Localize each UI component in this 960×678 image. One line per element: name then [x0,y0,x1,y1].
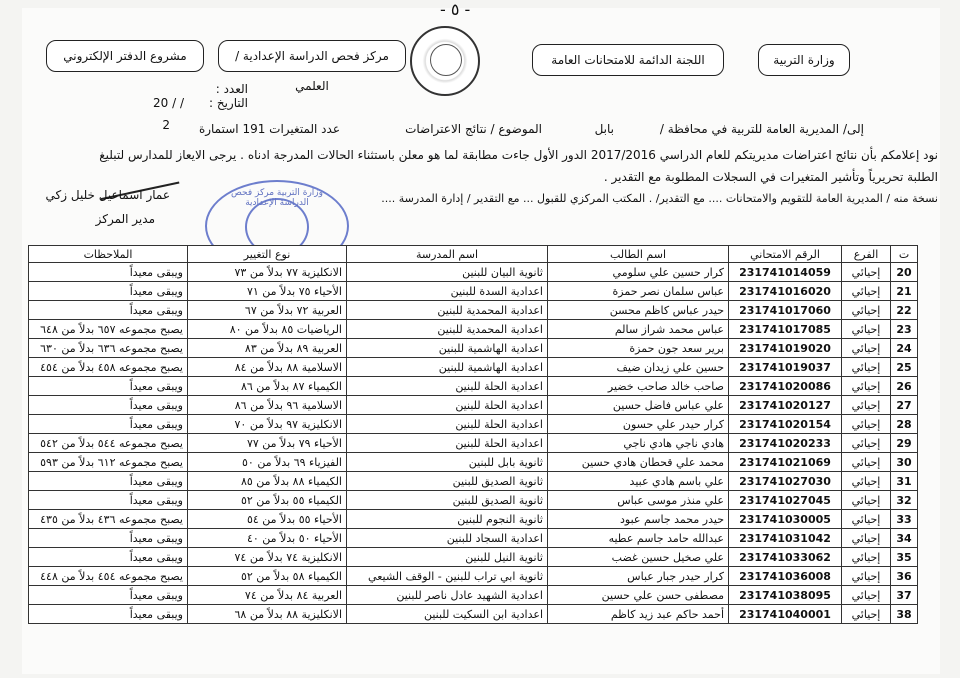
col-seq: ت [891,246,918,263]
col-school-name: اسم المدرسة [347,246,548,263]
cell-exam-number: 231741016020 [729,282,842,301]
cell-exam-number: 231741030005 [729,510,842,529]
table-row [29,415,918,434]
cell-school-name: اعدادية السجاد للبنين [347,529,548,548]
page-number: - ٥ - [440,0,471,19]
table-row [29,605,918,624]
cell-student-name: عباس محمد شراز سالم [548,320,729,339]
cell-notes: يصبح مجموعه ٦١٢ بدلاً من ٥٩٣ [29,453,188,472]
subject: الموضوع / نتائج الاعتراضات [405,122,542,136]
number-label: العدد : [215,82,248,96]
table-row [29,586,918,605]
cell-student-name: علي منذر موسى عباس [548,491,729,510]
cell-student-name: علي عباس فاضل حسين [548,396,729,415]
cell-school-name: ثانوية البيان للبنين [347,263,548,282]
cell-seq: 29 [891,434,918,453]
cell-school-name: اعدادية الهاشمية للبنين [347,339,548,358]
cell-change: الأحياء ٧٥ بدلاً من ٧١ [188,282,347,301]
cell-change: العربية ٨٤ بدلاً من ٧٤ [188,586,347,605]
copy-to-line: نسخة منه / المديرية العامة للتقويم والامتحانات .... مع التقدير/ . المكتب المركزي للقبول ... مع التقدير / إدارة المدرسة .... [381,192,938,205]
cell-change: الرياضيات ٨٥ بدلاً من ٨٠ [188,320,347,339]
cell-notes: يصبح مجموعه ٤٣٦ بدلاً من ٤٣٥ [29,510,188,529]
cell-school-name: ثانوية ابي تراب للبنين - الوقف الشيعي [347,567,548,586]
cell-student-name: كرار حيدر علي حسون [548,415,729,434]
cell-student-name: علي باسم هادي عبيد [548,472,729,491]
cell-school-name: اعدادية الحلة للبنين [347,377,548,396]
cell-notes: ويبقى معيداً [29,282,188,301]
col-notes: الملاحظات [29,246,188,263]
cell-school-name: اعدادية المحمدية للبنين [347,301,548,320]
cell-branch: إحيائي [842,415,891,434]
cell-branch: إحيائي [842,434,891,453]
cell-notes: ويبقى معيداً [29,491,188,510]
cell-branch: إحيائي [842,510,891,529]
addressee: إلى/ المديرية العامة للتربية في محافظة / [659,122,864,136]
table-row [29,320,918,339]
table-row [29,358,918,377]
cell-seq: 34 [891,529,918,548]
cell-student-name: مصطفى حسن علي حسين [548,586,729,605]
cell-exam-number: 231741036008 [729,567,842,586]
letter-body-line1: نود إعلامكم بأن نتائج اعتراضات مديريتكم للعام الدراسي 2017/2016 الدور الأول جاءت مطابقة لما هو معلن باستثناء الحالات المدرجة ادناه . يرجى الايعاز للمدارس لتبليغ [99,148,938,162]
letter-body-line2: الطلبة تحريرياً وتأشير المتغيرات في السجلات المطلوبة مع التقدير . [603,170,938,184]
pages-count: 2 [162,118,170,132]
cell-seq: 28 [891,415,918,434]
ministry-box: وزارة التربية [758,44,850,76]
cell-student-name: حيدر محمد جاسم عبود [548,510,729,529]
results-table [28,245,918,624]
cell-branch: إحيائي [842,472,891,491]
table-row [29,472,918,491]
cell-student-name: صاحب خالد صاحب خضير [548,377,729,396]
table-row [29,377,918,396]
cell-notes: ويبقى معيداً [29,548,188,567]
table-row [29,529,918,548]
cell-notes: يصبح مجموعه ٦٣٦ بدلاً من ٦٣٠ [29,339,188,358]
col-exam-number: الرقم الامتحاني [729,246,842,263]
cell-notes: يصبح مجموعه ٤٥٤ بدلاً من ٤٤٨ [29,567,188,586]
cell-change: الانكليزية ٧٤ بدلاً من ٧٤ [188,548,347,567]
cell-school-name: اعدادية ابن السكيت للبنين [347,605,548,624]
cell-branch: إحيائي [842,396,891,415]
cell-exam-number: 231741027030 [729,472,842,491]
table-row [29,434,918,453]
cell-change: الأحياء ٧٩ بدلاً من ٧٧ [188,434,347,453]
col-student-name: اسم الطالب [548,246,729,263]
cell-change: الانكليزية ٨٨ بدلاً من ٦٨ [188,605,347,624]
cell-seq: 35 [891,548,918,567]
cell-exam-number: 231741019020 [729,339,842,358]
cell-branch: إحيائي [842,491,891,510]
changes-count: عدد المتغيرات 191 استمارة [198,122,340,136]
cell-branch: إحيائي [842,339,891,358]
cell-notes: ويبقى معيداً [29,529,188,548]
cell-branch: إحيائي [842,358,891,377]
cell-school-name: اعدادية الحلة للبنين [347,434,548,453]
cell-branch: إحيائي [842,586,891,605]
ministry-logo-icon [410,26,480,96]
cell-seq: 32 [891,491,918,510]
cell-branch: إحيائي [842,377,891,396]
cell-change: الكيمياء ٨٧ بدلاً من ٨٦ [188,377,347,396]
cell-seq: 24 [891,339,918,358]
center-box: مركز فحص الدراسة الإعدادية / العلمي [218,40,406,72]
cell-school-name: ثانوية الصديق للبنين [347,491,548,510]
cell-change: الانكليزية ٩٧ بدلاً من ٧٠ [188,415,347,434]
signer-name: عمار اسماعيل خليل زكي [45,188,170,202]
cell-branch: إحيائي [842,320,891,339]
cell-school-name: ثانوية النجوم للبنين [347,510,548,529]
cell-seq: 23 [891,320,918,339]
cell-change: الاسلامية ٩٦ بدلاً من ٨٦ [188,396,347,415]
table-row [29,301,918,320]
cell-student-name: علي صخيل حسين غضب [548,548,729,567]
cell-school-name: ثانوية بابل للبنين [347,453,548,472]
table-row [29,567,918,586]
cell-change: العربية ٧٢ بدلاً من ٦٧ [188,301,347,320]
date-label: التاريخ : [208,96,248,110]
cell-change: الأحياء ٥٠ بدلاً من ٤٠ [188,529,347,548]
cell-school-name: ثانوية الصديق للبنين [347,472,548,491]
cell-student-name: عباس سلمان نصر حمزة [548,282,729,301]
cell-seq: 21 [891,282,918,301]
cell-branch: إحيائي [842,567,891,586]
cell-change: العربية ٨٩ بدلاً من ٨٣ [188,339,347,358]
cell-exam-number: 231741017085 [729,320,842,339]
cell-student-name: كرار حيدر جبار عباس [548,567,729,586]
cell-student-name: محمد علي قحطان هادي حسين [548,453,729,472]
cell-notes: ويبقى معيداً [29,377,188,396]
cell-exam-number: 231741017060 [729,301,842,320]
cell-exam-number: 231741031042 [729,529,842,548]
cell-change: الانكليزية ٧٧ بدلاً من ٧٣ [188,263,347,282]
cell-seq: 30 [891,453,918,472]
table-row [29,491,918,510]
cell-notes: ويبقى معيداً [29,396,188,415]
cell-seq: 27 [891,396,918,415]
cell-student-name: حسين علي زيدان ضيف [548,358,729,377]
cell-change: الفيزياء ٦٩ بدلاً من ٥٠ [188,453,347,472]
cell-branch: إحيائي [842,529,891,548]
cell-change: الكيمياء ٥٨ بدلاً من ٥٢ [188,567,347,586]
col-branch: الفرع [842,246,891,263]
cell-notes: ويبقى معيداً [29,263,188,282]
cell-seq: 31 [891,472,918,491]
signer-title: مدير المركز [95,212,155,226]
cell-branch: إحيائي [842,263,891,282]
table-row [29,263,918,282]
cell-notes: يصبح مجموعه ٥٤٤ بدلاً من ٥٤٢ [29,434,188,453]
cell-notes: ويبقى معيداً [29,301,188,320]
cell-notes: ويبقى معيداً [29,586,188,605]
cell-student-name: عبدالله حامد جاسم عطيه [548,529,729,548]
cell-student-name: كرار حسين علي سلومي [548,263,729,282]
table-row [29,510,918,529]
cell-seq: 26 [891,377,918,396]
cell-seq: 37 [891,586,918,605]
table-row [29,548,918,567]
committee-box: اللجنة الدائمة للامتحانات العامة [532,44,724,76]
cell-exam-number: 231741033062 [729,548,842,567]
cell-seq: 22 [891,301,918,320]
cell-exam-number: 231741020127 [729,396,842,415]
province: بابل [594,122,614,136]
cell-branch: إحيائي [842,453,891,472]
cell-school-name: اعدادية الحلة للبنين [347,396,548,415]
cell-exam-number: 231741019037 [729,358,842,377]
cell-student-name: برير سعد جون حمزة [548,339,729,358]
cell-branch: إحيائي [842,301,891,320]
cell-exam-number: 231741038095 [729,586,842,605]
cell-exam-number: 231741014059 [729,263,842,282]
cell-seq: 38 [891,605,918,624]
cell-exam-number: 231741020154 [729,415,842,434]
cell-branch: إحيائي [842,282,891,301]
cell-exam-number: 231741021069 [729,453,842,472]
cell-notes: ويبقى معيداً [29,472,188,491]
table-row [29,282,918,301]
col-change-type: نوع التغيير [188,246,347,263]
cell-notes: ويبقى معيداً [29,415,188,434]
cell-school-name: اعدادية الحلة للبنين [347,415,548,434]
cell-exam-number: 231741027045 [729,491,842,510]
cell-change: الاسلامية ٨٨ بدلاً من ٨٤ [188,358,347,377]
cell-change: الأحياء ٥٥ بدلاً من ٥٤ [188,510,347,529]
stamp-text: وزارة التربية مركز فحص الدراسة الإعدادية [231,188,323,208]
cell-notes: ويبقى معيداً [29,605,188,624]
cell-notes: يصبح مجموعه ٤٥٨ بدلاً من ٤٥٤ [29,358,188,377]
cell-exam-number: 231741020233 [729,434,842,453]
cell-exam-number: 231741040001 [729,605,842,624]
cell-seq: 33 [891,510,918,529]
cell-school-name: ثانوية النيل للبنين [347,548,548,567]
table-row [29,396,918,415]
cell-school-name: اعدادية المحمدية للبنين [347,320,548,339]
cell-change: الكيمياء ٥٥ بدلاً من ٥٢ [188,491,347,510]
cell-student-name: أحمد حاكم عبد زيد كاظم [548,605,729,624]
cell-notes: يصبح مجموعه ٦٥٧ بدلاً من ٦٤٨ [29,320,188,339]
table-header-row [29,246,918,263]
cell-exam-number: 231741020086 [729,377,842,396]
table-row [29,339,918,358]
cell-school-name: اعدادية الشهيد عادل ناصر للبنين [347,586,548,605]
cell-seq: 25 [891,358,918,377]
cell-branch: إحيائي [842,605,891,624]
cell-branch: إحيائي [842,548,891,567]
date-value: / / 20 [153,96,184,110]
table-row [29,453,918,472]
cell-seq: 20 [891,263,918,282]
cell-school-name: اعدادية الهاشمية للبنين [347,358,548,377]
cell-school-name: اعدادية السدة للبنين [347,282,548,301]
cell-change: الكيمياء ٨٨ بدلاً من ٨٥ [188,472,347,491]
cell-student-name: هادي ناجي هادي ناجي [548,434,729,453]
cell-seq: 36 [891,567,918,586]
cell-student-name: حيدر عباس كاظم محسن [548,301,729,320]
project-box: مشروع الدفتر الإلكتروني [46,40,204,72]
